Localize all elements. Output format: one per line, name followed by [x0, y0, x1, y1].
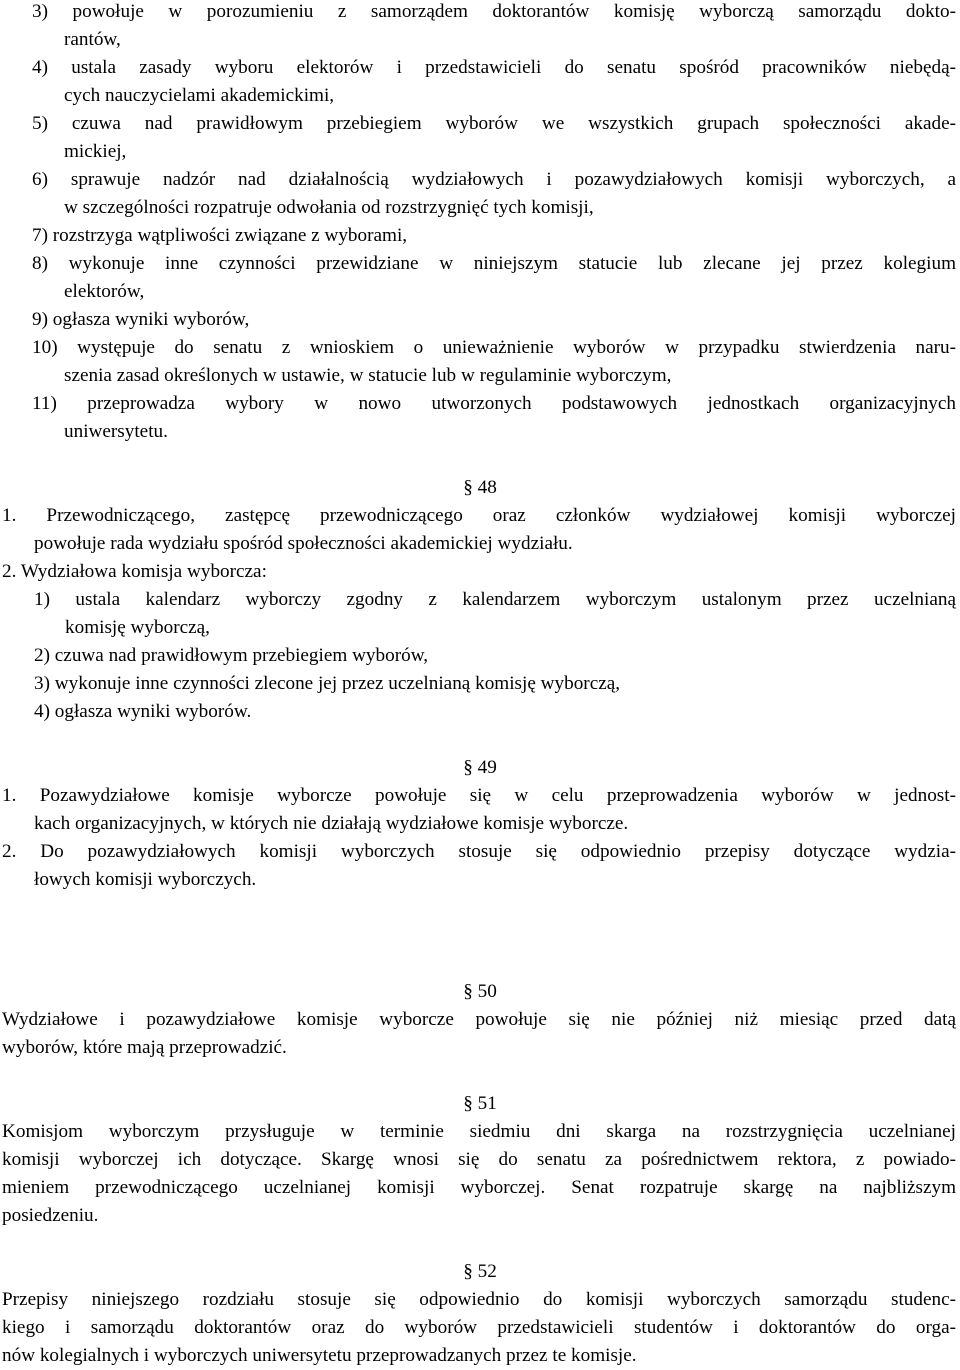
section-48-item-4: 4) ogłasza wyniki wyborów. — [34, 701, 252, 722]
section-48-p1-line-2: powołuje rada wydziału spośród społeczności akademickiej wydziału. — [34, 533, 573, 554]
list-item-3-line-2: rantów, — [64, 29, 121, 50]
list-item-4-line-1: 4) ustala zasady wyboru elektorów i przedstawicieli do senatu spośród pracowników niebędą- — [32, 57, 956, 78]
section-49-p1-line-2: kach organizacyjnych, w których nie działają wydziałowe komisje wyborcze. — [34, 813, 629, 834]
section-51-line-2: komisji wyborczej ich dotyczące. Skargę wnosi się do senatu za pośrednictwem rektora, z powiado- — [2, 1149, 956, 1170]
list-item-10-line-1: 10) występuje do senatu z wnioskiem o unieważnienie wyborów w przypadku stwierdzenia naru- — [32, 337, 956, 358]
list-item-10-line-2: szenia zasad określonych w ustawie, w statucie lub w regulaminie wyborczym, — [64, 365, 672, 386]
list-item-8-line-2: elektorów, — [64, 281, 145, 302]
section-49-p2-line-1: 2. Do pozawydziałowych komisji wyborczych stosuje się odpowiednio przepisy dotyczące wydzia- — [2, 841, 956, 862]
list-item-6-line-2: w szczególności rozpatruje odwołania od rozstrzygnięć tych komisji, — [64, 197, 594, 218]
list-item-5-line-1: 5) czuwa nad prawidłowym przebiegiem wyborów we wszystkich grupach społeczności akade- — [32, 113, 956, 134]
section-49-p1-line-1: 1. Pozawydziałowe komisje wyborcze powołuje się w celu przeprowadzenia wyborów w jednost- — [2, 785, 956, 806]
section-51-line-3: mieniem przewodniczącego uczelnianej komisji wyborczej. Senat rozpatruje skargę na najbliższym — [2, 1177, 956, 1198]
section-52-line-3: nów kolegialnych i wyborczych uniwersytetu przeprowadzanych przez te komisje. — [2, 1345, 637, 1366]
list-item-7: 7) rozstrzyga wątpliwości związane z wyborami, — [32, 225, 408, 246]
list-item-11-line-2: uniwersytetu. — [64, 421, 168, 442]
section-51-line-4: posiedzeniu. — [2, 1205, 99, 1226]
list-item-8-line-1: 8) wykonuje inne czynności przewidziane w niniejszym statucie lub zlecane jej przez kolegium — [32, 253, 956, 274]
section-49-p2-line-2: łowych komisji wyborczych. — [34, 869, 257, 890]
section-49-heading: § 49 — [463, 757, 497, 778]
section-50-line-1: Wydziałowe i pozawydziałowe komisje wyborcze powołuje się nie później niż miesiąc przed datą — [2, 1009, 956, 1030]
list-item-4-line-2: cych nauczycielami akademickimi, — [64, 85, 335, 106]
list-item-5-line-2: mickiej, — [64, 141, 127, 162]
list-item-11-line-1: 11) przeprowadza wybory w nowo utworzonych podstawowych jednostkach organizacyjnych — [32, 393, 956, 414]
section-50-line-2: wyborów, które mają przeprowadzić. — [2, 1037, 287, 1058]
section-52-line-1: Przepisy niniejszego rozdziału stosuje się odpowiednio do komisji wyborczych samorządu studenc- — [2, 1289, 956, 1310]
section-51-heading: § 51 — [463, 1093, 497, 1114]
section-48-p1-line-1: 1. Przewodniczącego, zastępcę przewodniczącego oraz członków wydziałowej komisji wyborczej — [2, 505, 956, 526]
section-48-item-1-line-1: 1) ustala kalendarz wyborczy zgodny z kalendarzem wyborczym ustalonym przez uczelnianą — [34, 589, 956, 610]
section-48-item-2: 2) czuwa nad prawidłowym przebiegiem wyborów, — [34, 645, 429, 666]
section-48-heading: § 48 — [463, 477, 497, 498]
list-item-3-line-1: 3) powołuje w porozumieniu z samorządem doktorantów komisję wyborczą samorządu dokto- — [32, 1, 956, 22]
section-51-line-1: Komisjom wyborczym przysługuje w terminie siedmiu dni skarga na rozstrzygnięcia uczelnianej — [2, 1121, 956, 1142]
section-52-line-2: kiego i samorządu doktorantów oraz do wyborów przedstawicieli studentów i doktorantów do orga- — [2, 1317, 956, 1338]
section-50-heading: § 50 — [463, 981, 497, 1002]
section-52-heading: § 52 — [463, 1261, 497, 1282]
section-48-item-3: 3) wykonuje inne czynności zlecone jej przez uczelnianą komisję wyborczą, — [34, 673, 621, 694]
list-item-6-line-1: 6) sprawuje nadzór nad działalnością wydziałowych i pozawydziałowych komisji wyborczych, a — [32, 169, 956, 190]
section-48-item-1-line-2: komisję wyborczą, — [65, 617, 210, 638]
list-item-9: 9) ogłasza wyniki wyborów, — [32, 309, 250, 330]
section-48-p2: 2. Wydziałowa komisja wyborcza: — [2, 561, 267, 582]
